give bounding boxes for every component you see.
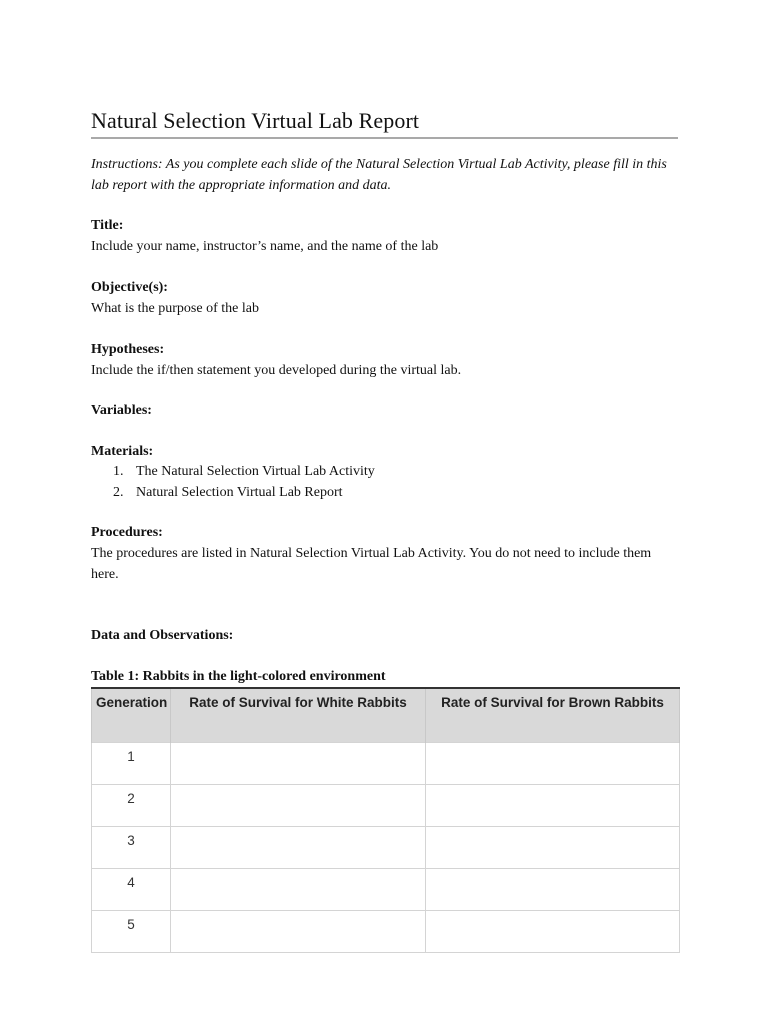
materials-list — [91, 461, 375, 503]
table-header-row — [92, 688, 680, 743]
white-survival-cell[interactable] — [171, 827, 426, 869]
brown-survival-cell[interactable] — [426, 827, 680, 869]
column-header-generation: Generation — [92, 688, 171, 743]
column-header-white-rabbits: Rate of Survival for White Rabbits — [171, 688, 426, 743]
white-survival-cell[interactable] — [171, 785, 426, 827]
column-header-brown-rabbits: Rate of Survival for Brown Rabbits — [426, 688, 680, 743]
generation-cell: 3 — [92, 827, 171, 869]
generation-cell: 2 — [92, 785, 171, 827]
white-survival-cell[interactable] — [171, 911, 426, 953]
objectives-label: Objective(s): — [91, 280, 168, 295]
brown-survival-cell[interactable] — [426, 869, 680, 911]
white-survival-cell[interactable] — [171, 869, 426, 911]
white-survival-cell[interactable] — [171, 743, 426, 785]
list-item-number: 2. — [113, 485, 124, 500]
data-observations-label: Data and Observations: — [91, 628, 234, 643]
rabbits-light-environment-table — [91, 687, 680, 953]
table-caption: Table 1: Rabbits in the light-colored environment — [91, 669, 386, 684]
brown-survival-cell[interactable] — [426, 743, 680, 785]
page-title: Natural Selection Virtual Lab Report — [91, 107, 420, 133]
hypotheses-label: Hypotheses: — [91, 342, 165, 357]
table-row — [92, 869, 680, 911]
instructions-text: Instructions: As you complete each slide of the Natural Selection Virtual Lab Activity, please fill in this lab report with the appropriate information and data. — [91, 157, 667, 193]
title-body: Include your name, instructor’s name, and the name of the lab — [91, 239, 439, 254]
list-item — [91, 482, 375, 503]
hypotheses-body: Include the if/then statement you developed during the virtual lab. — [91, 363, 462, 378]
list-item-number: 1. — [113, 464, 124, 479]
title-label: Title: — [91, 218, 124, 233]
generation-cell: 1 — [92, 743, 171, 785]
table-row — [92, 743, 680, 785]
table-row — [92, 827, 680, 869]
list-item — [91, 461, 375, 482]
brown-survival-cell[interactable] — [426, 785, 680, 827]
procedures-body: The procedures are listed in Natural Selection Virtual Lab Activity. You do not need to include them here. — [91, 546, 652, 582]
list-item-text: The Natural Selection Virtual Lab Activity — [136, 464, 375, 479]
procedures-label: Procedures: — [91, 525, 163, 540]
table-row — [92, 785, 680, 827]
list-item-text: Natural Selection Virtual Lab Report — [136, 485, 343, 500]
generation-cell: 4 — [92, 869, 171, 911]
brown-survival-cell[interactable] — [426, 911, 680, 953]
objectives-body: What is the purpose of the lab — [91, 301, 259, 316]
materials-label: Materials: — [91, 444, 154, 459]
generation-cell: 5 — [92, 911, 171, 953]
variables-label: Variables: — [91, 403, 152, 418]
title-divider — [91, 137, 678, 139]
table-row — [92, 911, 680, 953]
